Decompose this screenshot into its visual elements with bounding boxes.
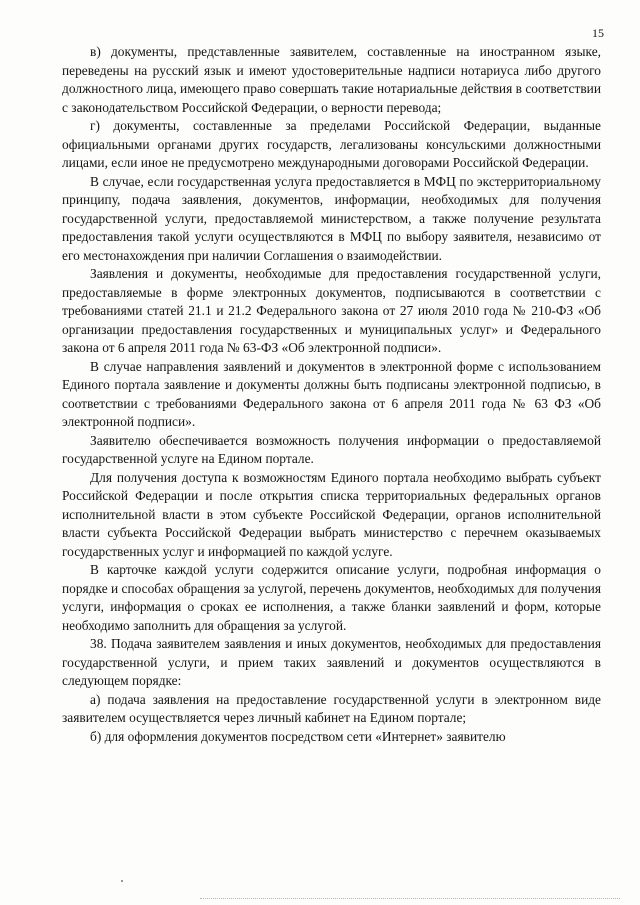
paragraph-portal-information: Заявителю обеспечивается возможность получения информации о предоставляемой государственной услуге на Едином портале. [62,432,601,466]
paragraph-mfc-extraterritorial: В случае, если государственная услуга предоставляется в МФЦ по экстерриториальному принципу, подача заявления, документов, информации, необходимых для получения государственной услуги, предоставляемой министерством, а также получение результата предоставления такой услуги осуществляются в МФЦ по выбору заявителя, независимо от его местонахождения при наличии Соглашения о взаимодействии. [62,173,601,263]
paragraph-service-card: В карточке каждой услуги содержится описание услуги, подробная информация о порядке и способах обращения за услугой, перечень документов, необходимых для получения услуги, информация о сроках ее исполнения, а также бланки заявлений и форм, которые необходимо заполнить для обращения за услугой. [62,562,601,633]
paragraph-portal-access: Для получения доступа к возможностям Единого портала необходимо выбрать субъект Российской Федерации и после открытия списка территориальных федеральных органов исполнительной власти в этом субъекте Российской Федерации, органов исполнительной власти субъекта Российской Федерации выбрать министерство с перечнем оказываемых государственных услуг и информацией по каждой услуге. [62,469,601,559]
paragraph-electronic-signature-requirements: Заявления и документы, необходимые для предоставления государственной услуги, предоставляемые в форме электронных документов, подписываются в соответствии с требованиями статей 21.1 и 21.2 Федерального закона от 27 июля 2010 года № 210-ФЗ «Об организации предоставления государственных и муниципальных услуг» и Федерального закона от 6 апреля 2011 года № 63-ФЗ «Об электронной подписи». [62,266,601,355]
paragraph-g-foreign-issued-documents: г) документы, составленные за пределами Российской Федерации, выданные официальными органами других государств, легализованы консульскими должностными лицами, если иное не предусмотрено международными договорами Российской Федерации. [62,118,601,170]
paragraph-a-electronic-submission: а) подача заявления на предоставление государственной услуги в электронном виде заявителем осуществляется через личный кабинет на Едином портале; [62,691,601,725]
page-number: 15 [592,26,604,40]
scan-bottom-edge [200,898,620,899]
paragraph-b-internet-documents: б) для оформления документов посредством сети «Интернет» заявителю [90,728,506,744]
paragraph-unified-portal-signature: В случае направления заявлений и документов в электронной форме с использованием Единого портала заявление и документы должны быть подписаны электронной подписью, в соответствии с требованиями Федерального закона от 6 апреля 2011 года № 63 ФЗ «Об электронной подписи». [62,358,601,429]
document-body [62,43,601,746]
scan-speck [121,880,123,882]
paragraph-38-submission-procedure: 38. Подача заявителем заявления и иных документов, необходимых для предоставления государственной услуги, и прием таких заявлений и документов осуществляются в следующем порядке: [62,636,601,688]
paragraph-v-foreign-language-documents: в) документы, представленные заявителем, составленные на иностранном языке, переведены на русский язык и имеют удостоверительные надписи нотариуса либо другого должностного лица, имеющего право совершать такие нотариальные действия в соответствии с законодательством Российской Федерации, о верности перевода; [62,44,601,115]
